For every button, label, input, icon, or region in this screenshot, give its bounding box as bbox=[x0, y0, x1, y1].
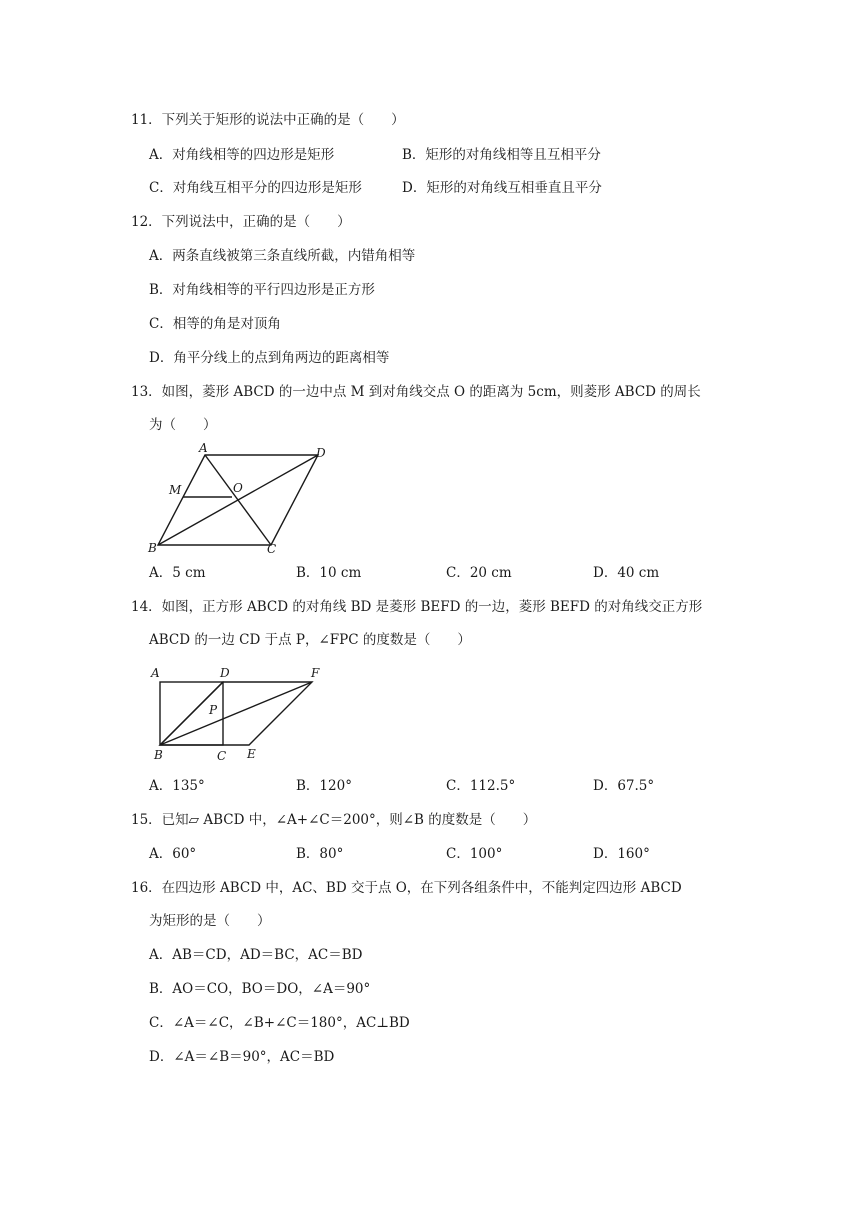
diagonal-ac bbox=[205, 455, 271, 545]
q12-option-b: B．对角线相等的平行四边形是正方形 bbox=[149, 282, 375, 298]
label-a: A bbox=[199, 441, 208, 455]
label-b: B bbox=[148, 541, 157, 555]
label-e: E bbox=[247, 747, 256, 761]
q12-option-c: C．相等的角是对顶角 bbox=[149, 316, 281, 332]
q15-option-c: C．100° bbox=[446, 846, 503, 862]
q15-option-d: D．160° bbox=[593, 846, 650, 862]
q14-square-rhombus-figure bbox=[145, 662, 345, 767]
label-f: F bbox=[311, 666, 320, 680]
q13-option-b: B．10 cm bbox=[296, 565, 362, 581]
q12-option-d: D．角平分线上的点到角两边的距离相等 bbox=[149, 350, 390, 366]
q12-stem: 12．下列说法中，正确的是（ ） bbox=[131, 214, 351, 230]
q13-stem-line1: 13．如图，菱形 ABCD 的一边中点 M 到对角线交点 O 的距离为 5cm，则菱形 ABCD 的周长 bbox=[131, 384, 701, 400]
label-m: M bbox=[169, 483, 182, 497]
label-c: C bbox=[217, 749, 227, 763]
q12-option-a: A．两条直线被第三条直线所截，内错角相等 bbox=[149, 248, 416, 264]
q13-stem-line2: 为（ ） bbox=[149, 417, 217, 433]
q16-option-a: A．AB＝CD，AD＝BC，AC＝BD bbox=[149, 947, 363, 963]
q13-option-c: C．20 cm bbox=[446, 565, 512, 581]
label-b: B bbox=[154, 748, 163, 762]
q13-option-d: D．40 cm bbox=[593, 565, 660, 581]
q11-option-d: D．矩形的对角线互相垂直且平分 bbox=[402, 180, 602, 196]
q16-option-d: D．∠A＝∠B＝90°，AC＝BD bbox=[149, 1049, 335, 1065]
q16-stem-line2: 为矩形的是（ ） bbox=[149, 913, 271, 929]
q14-option-c: C．112.5° bbox=[446, 778, 516, 794]
q11-option-a: A．对角线相等的四边形是矩形 bbox=[149, 147, 335, 163]
q14-stem-line2: ABCD 的一边 CD 于点 P，∠FPC 的度数是（ ） bbox=[149, 632, 471, 648]
q13-option-a: A．5 cm bbox=[149, 565, 206, 581]
diagonal-bf bbox=[160, 682, 312, 745]
label-o: O bbox=[233, 481, 243, 495]
label-p: P bbox=[209, 703, 218, 717]
q14-option-a: A．135° bbox=[149, 778, 205, 794]
label-a: A bbox=[151, 666, 160, 680]
q15-option-a: A．60° bbox=[149, 846, 197, 862]
q16-stem-line1: 16．在四边形 ABCD 中，AC、BD 交于点 O，在下列各组条件中，不能判定四边形 ABCD bbox=[131, 880, 682, 896]
q13-rhombus-figure bbox=[140, 440, 340, 560]
q15-option-b: B．80° bbox=[296, 846, 344, 862]
label-d: D bbox=[220, 666, 230, 680]
q11-option-b: B．矩形的对角线相等且互相平分 bbox=[402, 147, 601, 163]
label-d: D bbox=[316, 446, 326, 460]
q16-option-b: B．AO＝CO，BO＝DO，∠A＝90° bbox=[149, 981, 371, 997]
q11-option-c: C．对角线互相平分的四边形是矩形 bbox=[149, 180, 362, 196]
q16-option-c: C．∠A＝∠C，∠B+∠C＝180°，AC⊥BD bbox=[149, 1015, 410, 1031]
q14-stem-line1: 14．如图，正方形 ABCD 的对角线 BD 是菱形 BEFD 的一边，菱形 BEFD 的对角线交正方形 bbox=[131, 599, 703, 615]
label-c: C bbox=[267, 542, 277, 556]
q11-stem: 11．下列关于矩形的说法中正确的是（ ） bbox=[131, 112, 405, 128]
q15-stem: 15．已知▱ ABCD 中，∠A+∠C＝200°，则∠B 的度数是（ ） bbox=[131, 812, 537, 828]
q14-option-d: D．67.5° bbox=[593, 778, 655, 794]
q14-option-b: B．120° bbox=[296, 778, 352, 794]
